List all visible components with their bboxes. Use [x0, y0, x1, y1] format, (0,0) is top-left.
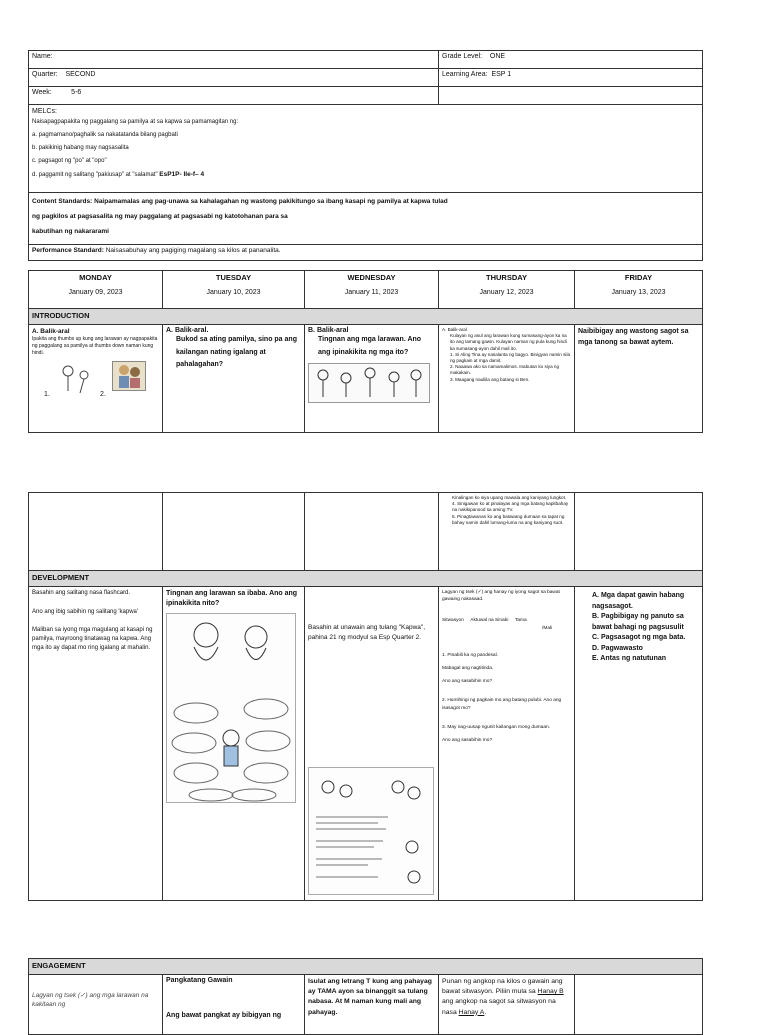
intro-wednesday-text: Tingnan ang mga larawan. Ano ang ipinakikita ng mga ito? — [318, 336, 422, 356]
empty-cell — [439, 87, 703, 105]
eng-thursday-text: ang angkop na sagot sa sitwasyon na nasa — [442, 998, 556, 1016]
dev-monday-p2: Ano ang ibig sabihin ng salitang 'kapwa' — [32, 608, 139, 615]
dev-thursday-line: 1. Pinabili ka ng pandesal. — [442, 652, 499, 658]
family-illustration-2 — [112, 361, 146, 391]
quarter-label: Quarter: — [32, 71, 58, 78]
cont-wednesday — [305, 493, 439, 571]
dev-friday — [575, 587, 703, 901]
day-date: January 13, 2023 — [611, 289, 666, 296]
dev-thursday-line: Sitwasyon Aktuwal na Sinabi Tama — [442, 618, 527, 624]
intro-friday-text: Naibibigay ang wastong sagot sa mga tanong sa bawat aytem. — [578, 328, 689, 346]
day-column-wednesday — [305, 271, 439, 309]
cont-tuesday — [163, 493, 305, 571]
kapwa-poem-illustration — [308, 767, 434, 895]
intro-tuesday-title: A. Balik-aral. — [166, 327, 209, 334]
item-number: 2. — [100, 390, 106, 398]
learning-area-cell — [439, 69, 703, 87]
list-item: C. Pagsasagot ng mga bata. — [592, 634, 686, 641]
eng-tuesday — [163, 975, 305, 1035]
name-label: Name: — [32, 53, 53, 60]
day-date: January 09, 2023 — [68, 289, 123, 296]
dev-tuesday-text: Tingnan ang larawan sa ibaba. Ano ang ipinakikita nito? — [166, 590, 298, 608]
day-name: MONDAY — [79, 273, 112, 282]
performance-label: Performance Standard: — [32, 247, 104, 254]
week-cell — [29, 87, 439, 105]
melcs-item — [32, 170, 699, 180]
introduction-section-label: INTRODUCTION — [29, 309, 703, 325]
list-item: A. Mga dapat gawin habang nagsasagot. — [592, 592, 685, 610]
eng-thursday-hanay-b: Hanay B — [537, 988, 564, 996]
intro-thursday-title: A. Balik-aral — [442, 327, 467, 332]
intro-tuesday — [163, 325, 305, 433]
dev-thursday — [439, 587, 575, 901]
dev-thursday-line: 2. Humihingi ng pagkain mo ang batang pulubi. Ano ang isasagot mo? — [442, 698, 562, 711]
grade-level-cell — [439, 51, 703, 69]
dev-wednesday — [305, 587, 439, 901]
dev-wednesday-text: Basahin at unawain ang tulang "Kapwa", pahina 21 ng modyul sa Esp Quarter 2. — [308, 624, 426, 642]
melcs-cell — [29, 105, 703, 193]
week-label: Week: — [32, 89, 52, 96]
cont-thursday — [439, 493, 575, 571]
dev-thursday-line: /Mali — [542, 625, 553, 631]
content-text-2: ng pagkilos at pagsasalita ng may paggalang at pagsasabi ng katotohanan para sa — [32, 212, 288, 220]
melcs-item: b. pakikinig habang may nagsasalita — [32, 144, 129, 151]
intro-thursday-line: 2. Naaawa ako sa namamalimos. Inabutan ko siya ng makakain. — [450, 364, 560, 376]
intro-wednesday-title: B. Balik-aral — [308, 327, 349, 334]
grade-value: ONE — [489, 53, 506, 60]
family-illustration-1 — [56, 363, 96, 399]
development-table — [28, 492, 703, 901]
engagement-table — [28, 958, 703, 1035]
respect-poster-illustration — [166, 613, 296, 803]
melcs-item-text: d. paggamit ng salitang "pakiusap" at "salamat" — [32, 171, 158, 178]
day-date: January 12, 2023 — [479, 289, 534, 296]
cont-monday — [29, 493, 163, 571]
development-section-label: DEVELOPMENT — [29, 571, 703, 587]
day-name: WEDNESDAY — [347, 273, 396, 282]
intro-thursday-line: 1. Si Aling Tina ay nasalanta ng bagyo. Binigyan namin sila ng pagkain at mga damit. — [450, 351, 571, 363]
dev-thursday-line: Ano ang sasabihin mo? — [442, 679, 493, 685]
intro-monday-title: A. Balik-aral — [32, 328, 70, 335]
dev-friday-list — [578, 591, 699, 665]
melcs-intro: Naisapagpapakita ng paggalang sa pamilya at sa kapwa sa pamamagitan ng: — [32, 118, 239, 125]
content-text: Naipamamalas ang pag-unawa sa kahalagahan ng wastong pakikitungo sa ibang kasapi ng pamilya at kapwa tulad — [94, 198, 448, 205]
intro-thursday-line: 4. Sinigawan ko at pinalayas ang mga batang kapitbahay na nakikipanood sa aming TV. — [452, 501, 569, 513]
content-label: Content Standards: — [32, 198, 93, 205]
eng-thursday-text: Punan ng angkop na kilos o gawain ang bawat sitwasyon. Piliin mula sa — [442, 978, 563, 996]
intro-monday — [29, 325, 163, 433]
content-standards-cell — [29, 193, 703, 245]
intro-wednesday — [305, 325, 439, 433]
week-value: 5-6 — [71, 89, 82, 96]
intro-monday-images — [32, 361, 159, 403]
dev-thursday-line: Ano ang sasabihin mo? — [442, 737, 493, 743]
performance-text: Naisasabuhay ang pagiging magalang sa kilos at pananalita. — [105, 247, 281, 254]
day-column-friday — [575, 271, 703, 309]
eng-friday — [575, 975, 703, 1035]
dev-monday-p3: Maliban sa iyong mga magulang at kasapi ng pamilya, mayroong tinatawag na kapwa. Ang mga ito ay dapat mo ring igalang at mahalin. — [32, 627, 153, 651]
intro-thursday-line: Kinalingan ko siya upang mawala ang kaniyang lungkot. — [452, 495, 567, 500]
daily-plan-table — [28, 270, 703, 433]
name-cell — [29, 51, 439, 69]
dev-monday-p1: Basahin ang salitang nasa flashcard. — [32, 590, 131, 596]
area-value: ESP 1 — [491, 71, 512, 78]
intro-monday-text: Ipakita ang thumbs up kung ang larawan ay nagpapakita ng paggalang sa pamilya at thumbs down naman kung hindi. — [32, 336, 158, 356]
eng-tuesday-text: Ang bawat pangkat ay bibigyan ng — [166, 1012, 282, 1019]
melcs-code: EsP1P- IIe-f– 4 — [159, 170, 205, 178]
day-name: THURSDAY — [486, 273, 527, 282]
eng-thursday-hanay-a: Hanay A — [458, 1008, 485, 1016]
day-column-thursday — [439, 271, 575, 309]
intro-thursday-line: Kulayan ng asul ang larawan kung sumasang-ayon ka na ito ang tamang gawin. Kulayan naman ng pula kung hindi ka sumasang-ayon dahil mali ito. — [450, 333, 567, 351]
item-number: 1. — [44, 390, 50, 398]
intro-tuesday-text: Bukod sa ating pamilya, sino pa ang kailangan nating igalang at pahalagahan? — [176, 336, 297, 369]
performance-standard-cell — [29, 245, 703, 261]
melcs-item: c. pagsagot ng "po" at "opo" — [32, 157, 107, 164]
dev-thursday-line: Lagyan ng tsek (✓) ang hanay ng iyong sagot sa bawat gawaing nakasaad. — [442, 590, 560, 603]
day-name: FRIDAY — [624, 273, 653, 282]
eng-thursday-text: . — [484, 1008, 487, 1016]
dev-thursday-line: 3. May nag-uusap ngunit kailangan mong dumaan. — [442, 724, 551, 730]
eng-thursday — [439, 975, 575, 1035]
day-column-monday — [29, 271, 163, 309]
day-name: TUESDAY — [215, 273, 252, 282]
cont-friday — [575, 493, 703, 571]
quarter-cell — [29, 69, 439, 87]
intro-friday — [575, 325, 703, 433]
day-date: January 11, 2023 — [344, 289, 399, 296]
day-column-tuesday — [163, 271, 305, 309]
eng-monday-text: Lagyan ng tsek (✓) ang mga larawan na kakitaan ng — [32, 992, 149, 1009]
grade-label: Grade Level: — [442, 53, 483, 60]
lesson-header-table — [28, 50, 703, 261]
eng-wednesday — [305, 975, 439, 1035]
melcs-label: MELCs: — [32, 108, 57, 115]
list-item: D. Pagwawasto — [592, 644, 643, 652]
melcs-item: a. pagmamano/paghalik sa nakatatanda bilang pagbati — [32, 131, 178, 138]
dev-monday — [29, 587, 163, 901]
content-text-3: kabutihan ng nakararami — [32, 227, 109, 235]
intro-thursday-line: 5. Pinagtawanan ko ang batawang dumaan sa tapat ng bahay namin dahil lumang-luma na ang kaniyang suot. — [452, 513, 565, 525]
quarter-value: SECOND — [65, 71, 96, 78]
eng-wednesday-text: Isulat ang letrang T kung ang pahayag ay TAMA ayon sa binanggit sa tulang nabasa. At M naman kung mali ang pahayag. — [308, 978, 432, 1016]
engagement-section-label: ENGAGEMENT — [29, 959, 703, 975]
area-label: Learning Area: — [442, 71, 488, 78]
dev-tuesday — [163, 587, 305, 901]
intro-thursday — [439, 325, 575, 433]
eng-tuesday-title: Pangkatang Gawain — [166, 977, 233, 984]
day-date: January 10, 2023 — [206, 289, 261, 296]
dev-thursday-line: Mabagal ang nagtitinda. — [442, 665, 494, 671]
list-item: E. Antas ng natutunan — [592, 655, 667, 662]
intro-thursday-line: 3. Maagang nauliila ang batang si Ben. — [450, 376, 530, 382]
eng-monday — [29, 975, 163, 1035]
list-item: B. Pagbibigay ng panuto sa bawat bahagi ng pagsusulit — [592, 613, 684, 631]
people-illustration — [308, 363, 430, 403]
